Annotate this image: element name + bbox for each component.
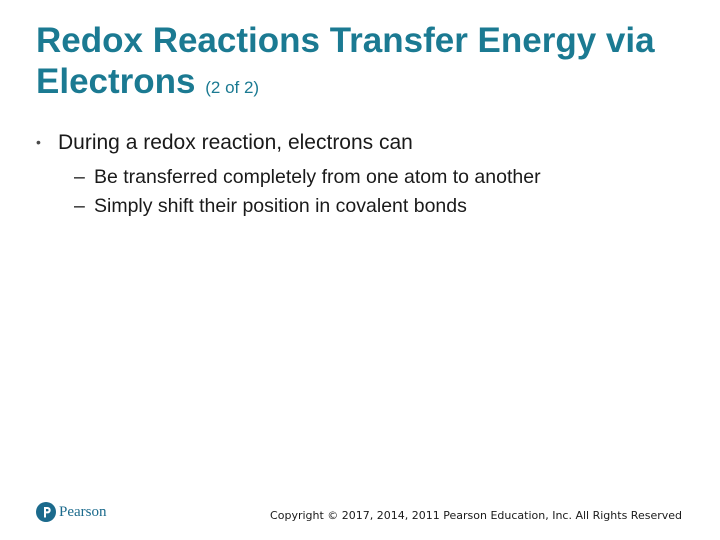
bullet-item xyxy=(36,126,696,159)
sub-bullet-item xyxy=(74,163,696,192)
sub-bullet-text: Be transferred completely from one atom to another xyxy=(94,166,541,188)
slide-title-part-indicator: (2 of 2) xyxy=(205,78,260,97)
slide-title-main: Redox Reactions Transfer Energy via Electrons xyxy=(36,21,655,101)
pearson-logo-icon xyxy=(36,502,56,522)
sub-bullet-text: Simply shift their position in covalent bonds xyxy=(94,195,467,217)
copyright-notice: Copyright © 2017, 2014, 2011 Pearson Education, Inc. All Rights Reserved xyxy=(270,509,682,522)
pearson-logo-text: Pearson xyxy=(59,503,107,520)
slide-title xyxy=(36,20,696,108)
sub-bullet-list xyxy=(36,163,696,221)
sub-bullet-item xyxy=(74,192,696,221)
bullet-text: During a redox reaction, electrons can xyxy=(58,131,413,154)
slide-body xyxy=(36,126,696,221)
bullet-marker: • xyxy=(36,134,41,150)
pearson-logo xyxy=(36,502,107,522)
dash-marker: – xyxy=(74,166,85,188)
dash-marker: – xyxy=(74,195,85,217)
